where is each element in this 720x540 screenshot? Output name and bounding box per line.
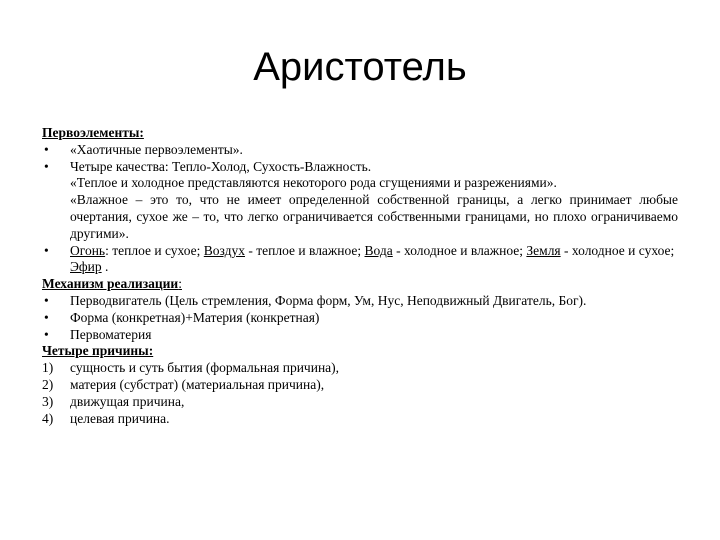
bullet-marker: •: [44, 158, 49, 174]
bullet-marker: •: [44, 292, 49, 308]
bullet-marker: •: [44, 242, 49, 258]
element-name-air[interactable]: Воздух: [203, 242, 246, 258]
item-number: 1): [42, 360, 54, 376]
item-text: сущность и суть бытия (формальная причина),: [70, 360, 340, 376]
element-desc: : теплое и сухое;: [105, 242, 204, 258]
bullet-text: Первоматерия: [70, 326, 152, 342]
list-item: [42, 327, 678, 344]
list-item: [42, 310, 678, 327]
numbered-item: [42, 411, 678, 428]
slide-content: [42, 125, 678, 427]
list-item: [42, 159, 678, 176]
list-item-elements: [42, 243, 678, 277]
element-name-water[interactable]: Вода: [364, 242, 393, 258]
heading-mechanism-suffix: :: [178, 276, 182, 292]
bullet-marker: •: [44, 326, 49, 342]
numbered-item: [42, 377, 678, 394]
list-item: [42, 293, 678, 310]
element-desc: - холодное и сухое;: [560, 242, 675, 258]
list-item: [42, 142, 678, 159]
item-number: 3): [42, 393, 54, 409]
heading-four-causes: Четыре причины:: [42, 343, 154, 359]
bullet-marker: •: [44, 309, 49, 325]
heading-first-elements: Первоэлементы:: [42, 125, 144, 140]
item-text: целевая причина.: [70, 410, 170, 426]
item-number: 2): [42, 376, 54, 392]
element-name-ether[interactable]: Эфир: [70, 259, 102, 275]
element-desc: - теплое и влажное;: [245, 242, 365, 258]
bullet-text: Перводвигатель (Цель стремления, Форма форм, Ум, Нус, Неподвижный Двигатель, Бог).: [70, 292, 587, 308]
numbered-item: [42, 394, 678, 411]
heading-mechanism-text: Механизм реализации: [42, 276, 179, 292]
item-text: материя (субстрат) (материальная причина),: [70, 376, 325, 392]
slide-title: Аристотель: [253, 45, 467, 89]
numbered-item: [42, 360, 678, 377]
element-desc: .: [101, 259, 109, 275]
quote-text: «Теплое и холодное представляются некоторого рода сгущениями и разрежениями».: [70, 175, 557, 191]
bullet-text: Форма (конкретная)+Материя (конкретная): [70, 309, 320, 325]
item-number: 4): [42, 410, 54, 426]
element-name-fire[interactable]: Огонь: [70, 242, 106, 258]
elements-line: [70, 243, 674, 275]
bullet-marker: •: [44, 141, 49, 157]
item-text: движущая причина,: [70, 393, 185, 409]
bullet-text: Четыре качества: Тепло-Холод, Сухость-Влажность.: [70, 158, 372, 174]
quote-text: «Влажное – это то, что не имеет определенной собственной границы, а легко принимает любые очертания, сухое же – то, что легко ограничивается собственными границами, но плохо ограничиваемо другими».: [70, 192, 678, 241]
heading-mechanism: [42, 276, 678, 293]
element-desc: - холодное и влажное;: [392, 242, 527, 258]
bullet-text: «Хаотичные первоэлементы».: [70, 141, 243, 157]
element-name-earth[interactable]: Земля: [526, 242, 561, 258]
